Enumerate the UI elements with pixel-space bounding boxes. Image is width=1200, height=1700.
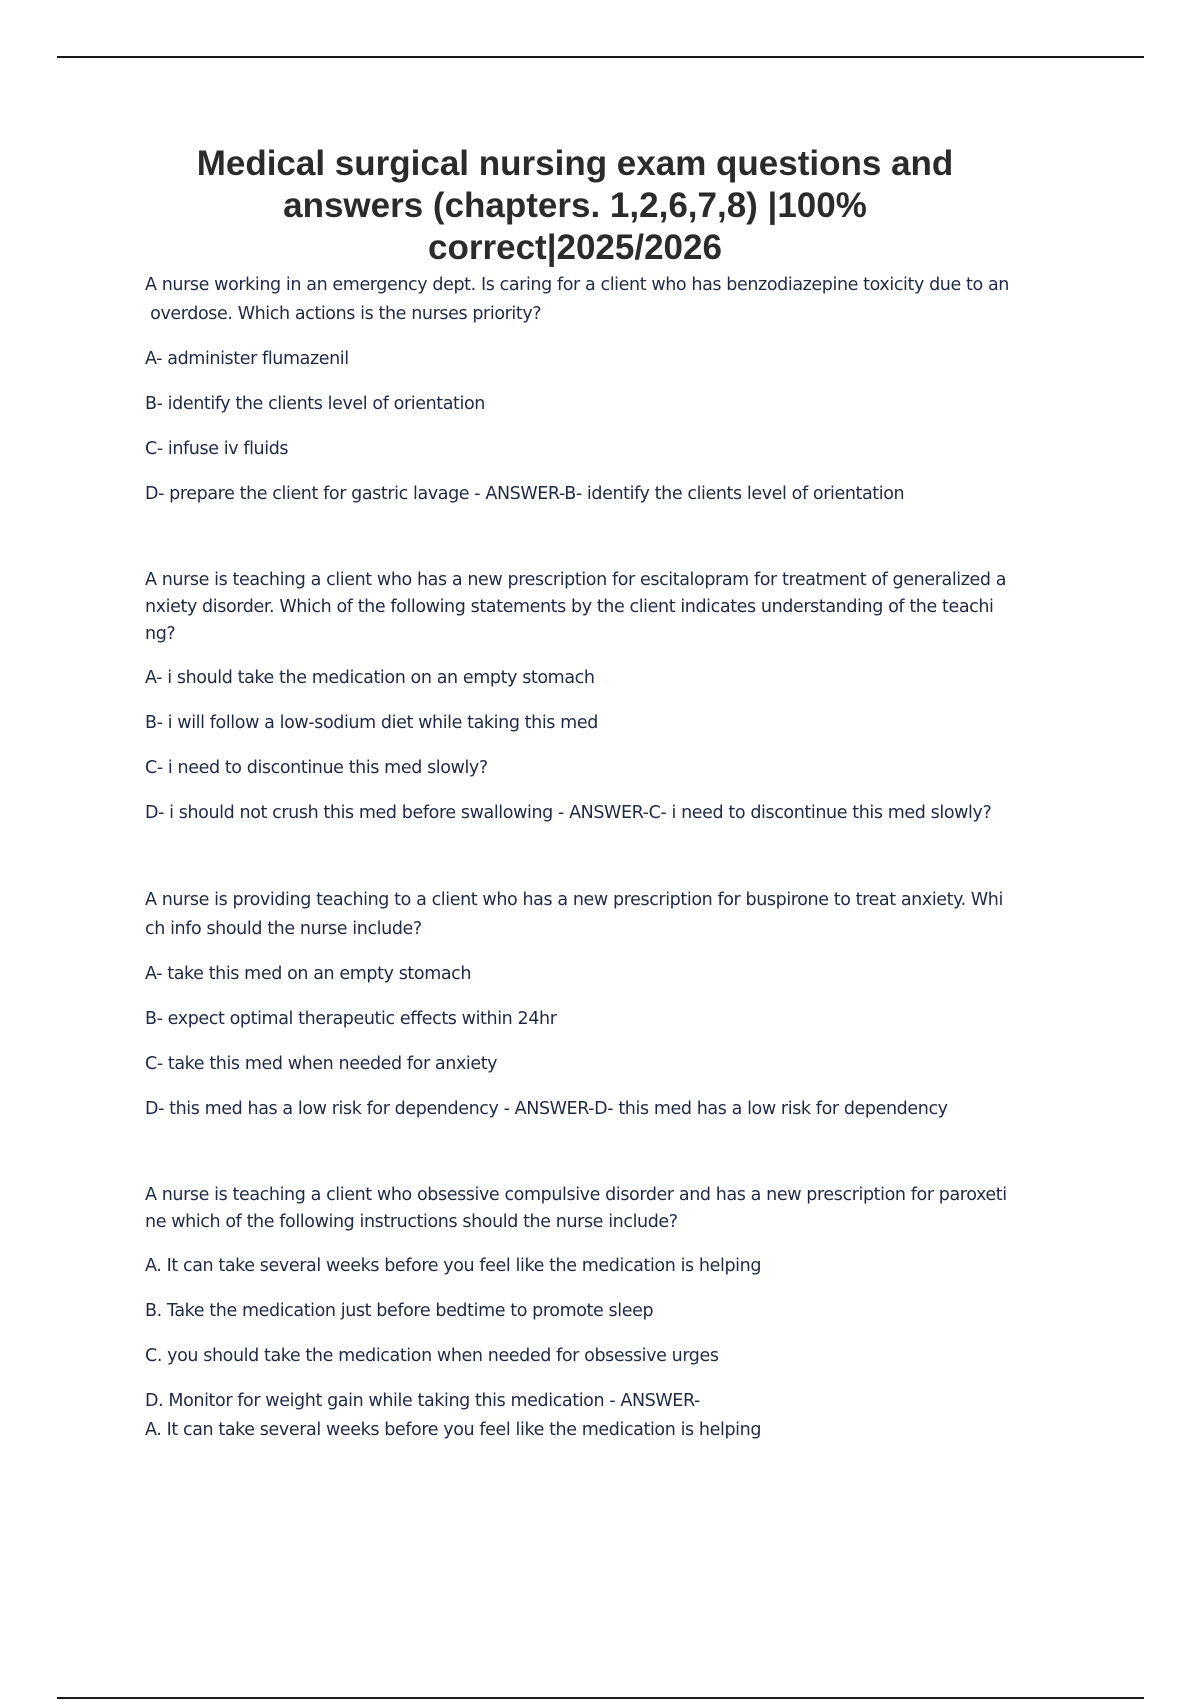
question-text <box>145 886 1065 944</box>
question-line: A nurse working in an emergency dept. Is caring for a client who has benzodiazepine toxicity due to an <box>145 275 1009 295</box>
option-d-with-answer: D- this med has a low risk for dependency - ANSWER-D- this med has a low risk for dependency <box>145 1099 948 1119</box>
option-a: A- administer flumazenil <box>145 349 349 369</box>
question-text <box>145 567 1065 648</box>
question-line: A nurse is teaching a client who obsessive compulsive disorder and has a new prescription for paroxeti <box>145 1185 1007 1205</box>
option-c: C- take this med when needed for anxiety <box>145 1054 498 1074</box>
answer-continuation: A. It can take several weeks before you feel like the medication is helping <box>145 1420 762 1440</box>
question-line: ne which of the following instructions should the nurse include? <box>145 1212 678 1232</box>
option-b: B- expect optimal therapeutic effects within 24hr <box>145 1009 557 1029</box>
option-a: A. It can take several weeks before you feel like the medication is helping <box>145 1256 762 1276</box>
question-line: A nurse is teaching a client who has a new prescription for escitalopram for treatment of generalized a <box>145 570 1007 590</box>
question-list <box>145 271 1065 1445</box>
question-line: A nurse is providing teaching to a client who has a new prescription for buspirone to treat anxiety. Whi <box>145 890 1003 910</box>
option-c: C. you should take the medication when needed for obsessive urges <box>145 1346 719 1366</box>
option-d-with-answer: D- prepare the client for gastric lavage - ANSWER-B- identify the clients level of orientation <box>145 484 905 504</box>
title-line: correct|2025/2026 <box>428 228 722 267</box>
question-line: nxiety disorder. Which of the following statements by the client indicates understanding of the teachi <box>145 597 994 617</box>
top-rule <box>57 56 1144 58</box>
question-line: ch info should the nurse include? <box>145 919 422 939</box>
question-4 <box>145 1182 1065 1445</box>
title-line: answers (chapters. 1,2,6,7,8) |100% <box>283 186 867 225</box>
option-d-with-answer: D. Monitor for weight gain while taking this medication - ANSWER- <box>145 1391 700 1411</box>
question-line: ng? <box>145 624 176 644</box>
option-b: B. Take the medication just before bedtime to promote sleep <box>145 1301 654 1321</box>
question-3 <box>145 886 1065 1124</box>
option-b: B- i will follow a low-sodium diet while taking this med <box>145 713 598 733</box>
option-b: B- identify the clients level of orientation <box>145 394 485 414</box>
question-line: overdose. Which actions is the nurses priority? <box>145 304 542 324</box>
question-text <box>145 1182 1065 1236</box>
question-1 <box>145 271 1065 509</box>
option-d-with-answer: D- i should not crush this med before swallowing - ANSWER-C- i need to discontinue this med slowly? <box>145 803 992 823</box>
bottom-rule <box>57 1697 1144 1699</box>
option-a: A- take this med on an empty stomach <box>145 964 472 984</box>
question-2 <box>145 567 1065 828</box>
option-c: C- infuse iv fluids <box>145 439 289 459</box>
option-a: A- i should take the medication on an empty stomach <box>145 668 595 688</box>
document-title <box>150 143 1000 269</box>
option-c: C- i need to discontinue this med slowly? <box>145 758 488 778</box>
title-line: Medical surgical nursing exam questions and <box>196 144 954 183</box>
question-text <box>145 271 1065 329</box>
